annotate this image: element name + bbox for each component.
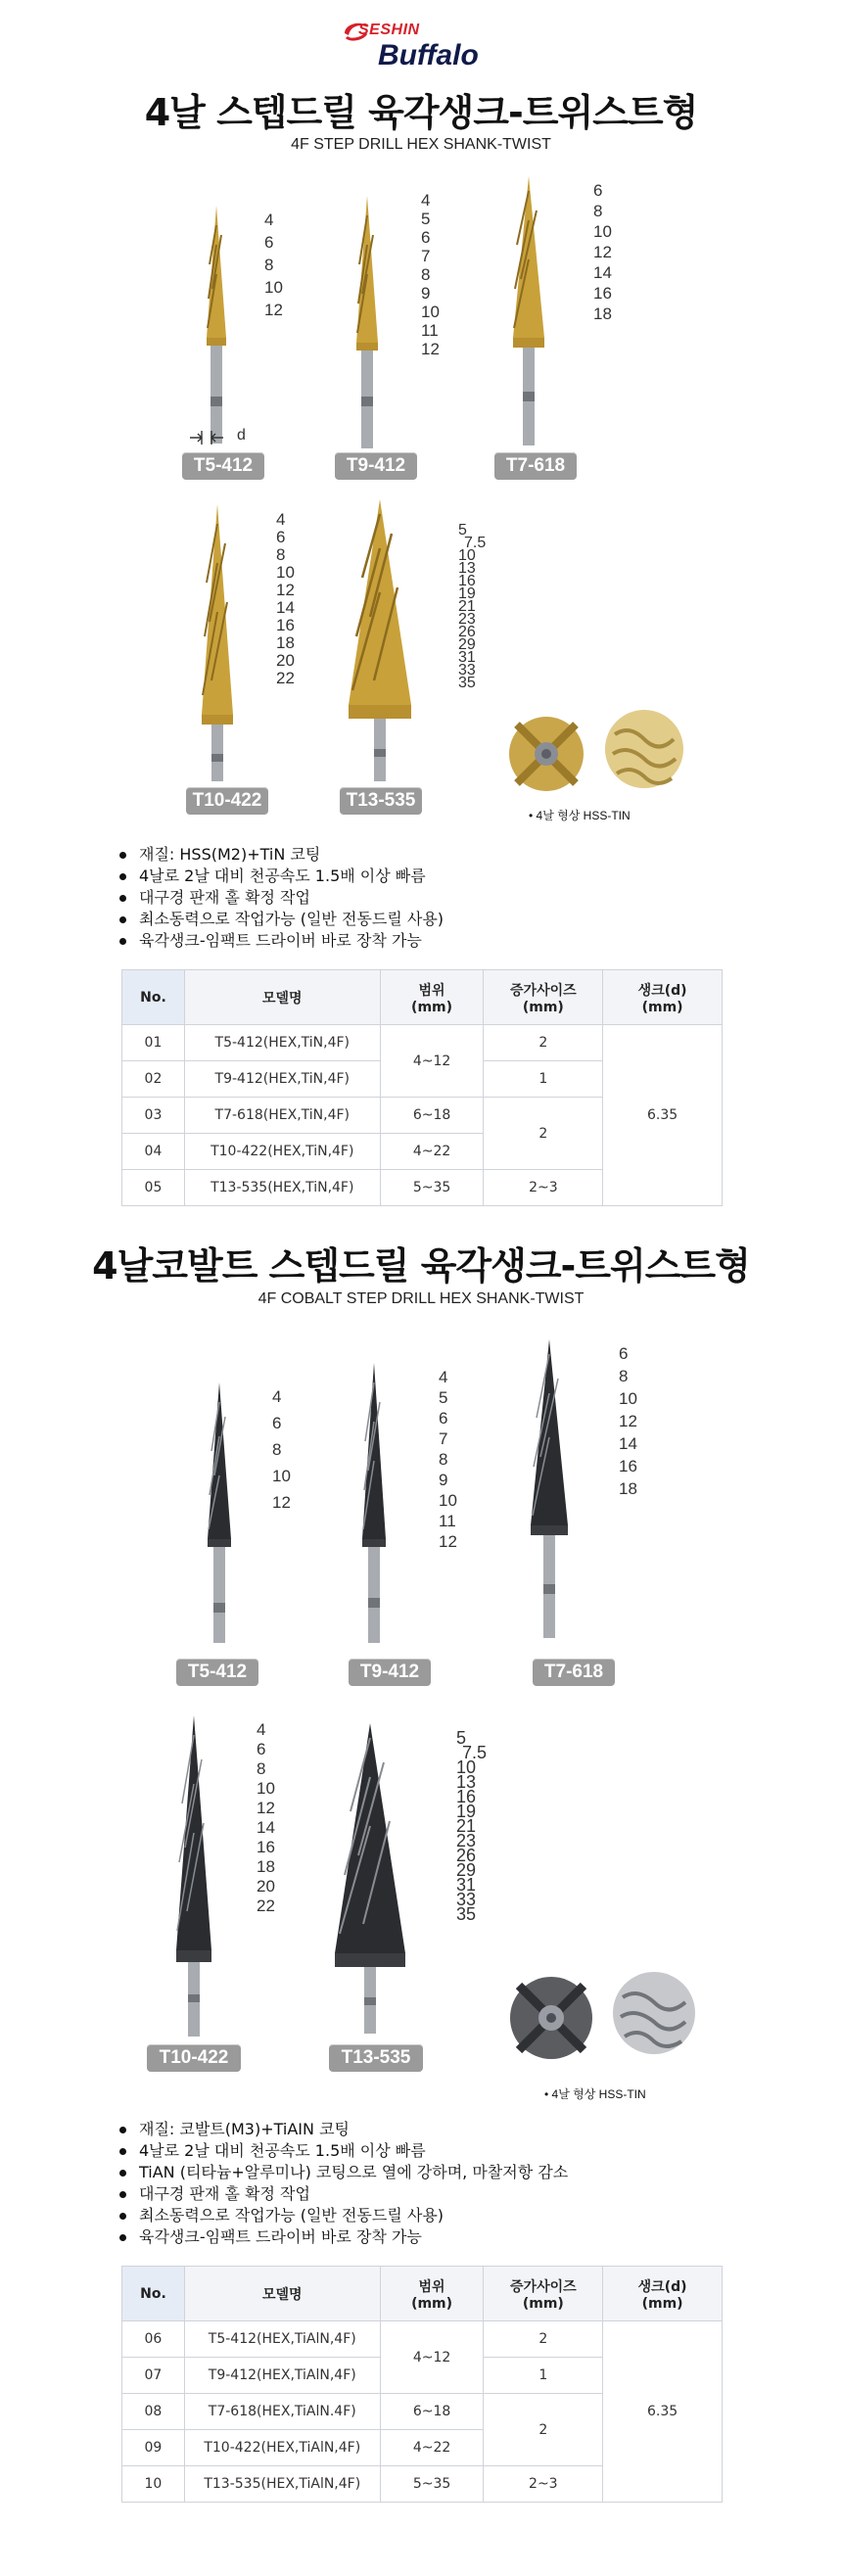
size-mark: 12 <box>593 243 612 261</box>
model-tag: T13-535 <box>329 2044 423 2072</box>
table-cell-no: 08 <box>122 2394 185 2430</box>
size-mark: 16 <box>619 1457 637 1475</box>
col-header-model: 모델명 <box>184 2267 380 2321</box>
size-mark: 23 <box>458 611 476 628</box>
size-mark: 10 <box>458 547 476 564</box>
col-header-no: No. <box>122 2267 185 2321</box>
size-mark: 5 <box>421 210 431 228</box>
size-mark: 20 <box>257 1877 275 1896</box>
col-header-step: 증가사이즈 (mm) <box>484 2267 603 2321</box>
size-mark: 29 <box>456 1860 477 1880</box>
size-mark: 5 <box>456 1728 467 1748</box>
size-mark: 12 <box>264 301 283 319</box>
size-mark: 8 <box>593 202 603 220</box>
size-mark: 6 <box>272 1414 282 1432</box>
size-mark: 19 <box>456 1802 477 1821</box>
model-tag: T10-422 <box>186 787 268 815</box>
size-mark: 23 <box>456 1831 477 1850</box>
drill-image-t10-422 <box>198 504 237 783</box>
size-mark: 8 <box>257 1759 266 1778</box>
size-mark: 4 <box>264 211 274 229</box>
size-mark: 26 <box>458 624 476 640</box>
section2-title: 4날코발트 스텝드릴 육각생크-트위스트형 <box>92 1244 750 1288</box>
table-cell-step: 2 <box>484 1098 603 1170</box>
size-mark: 14 <box>257 1818 275 1837</box>
size-mark: 35 <box>456 1904 477 1924</box>
table-cell-step: 1 <box>484 2358 603 2394</box>
model-tag: T9-412 <box>349 1659 431 1686</box>
model-tag: T10-422 <box>147 2044 241 2072</box>
size-mark: 16 <box>593 284 612 303</box>
heads-caption-cobalt: • 4날 형상 HSS-TIN <box>544 2087 646 2101</box>
size-mark: 8 <box>272 1440 282 1459</box>
size-mark: 21 <box>456 1816 477 1836</box>
size-mark: 16 <box>276 616 295 634</box>
size-mark: 8 <box>439 1450 448 1469</box>
table-cell-range: 6~18 <box>380 1098 484 1134</box>
size-mark: 22 <box>257 1897 275 1915</box>
size-mark: 5 <box>458 522 467 539</box>
col-header-shank: 생크(d) (mm) <box>603 2267 723 2321</box>
feature-item: 육각생크-임팩트 드라이버 바로 장착 가능 <box>116 930 444 952</box>
table-cell-model: T5-412(HEX,TiN,4F) <box>184 1025 380 1061</box>
spec-table-cobalt <box>121 2266 723 2503</box>
size-mark: 7.5 <box>462 1743 488 1762</box>
size-mark: 11 <box>421 321 439 340</box>
size-mark: 7.5 <box>464 535 487 551</box>
size-mark: 6 <box>619 1344 629 1363</box>
brand-top-text: SESHIN <box>358 22 420 38</box>
size-mark: 14 <box>619 1434 637 1453</box>
table-cell-no: 02 <box>122 1061 185 1098</box>
size-mark: 33 <box>458 662 476 679</box>
drill-head-views <box>497 705 713 813</box>
table-cell-shank: 6.35 <box>603 1025 723 1206</box>
table-cell-range: 6~18 <box>380 2394 484 2430</box>
drill-image-t13-535 <box>345 499 415 783</box>
size-mark: 10 <box>619 1389 637 1408</box>
col-header-range: 범위 (mm) <box>380 2267 484 2321</box>
size-mark: 10 <box>264 278 283 297</box>
size-mark: 14 <box>276 598 295 617</box>
table-cell-model: T9-412(HEX,TiN,4F) <box>184 1061 380 1098</box>
size-mark: 6 <box>421 228 431 247</box>
section1-subtitle: 4F STEP DRILL HEX SHANK-TWIST <box>291 136 551 153</box>
feature-item: 최소동력으로 작업가능 (일반 전동드릴 사용) <box>116 2205 568 2226</box>
table-cell-step: 2 <box>484 2394 603 2466</box>
drill-image-t9-412 <box>351 196 384 450</box>
feature-list-cobalt <box>116 2119 568 2248</box>
table-cell-model: T10-422(HEX,TiAlN,4F) <box>184 2430 380 2466</box>
size-mark: 12 <box>619 1412 637 1430</box>
table-cell-no: 03 <box>122 1098 185 1134</box>
feature-item: 4날로 2날 대비 천공속도 1.5배 이상 빠름 <box>116 866 444 887</box>
size-mark: 16 <box>257 1838 275 1856</box>
model-tag: T7-618 <box>494 452 577 480</box>
model-tag: T7-618 <box>533 1659 615 1686</box>
table-cell-model: T9-412(HEX,TiAlN,4F) <box>184 2358 380 2394</box>
drill-head-views-cobalt <box>497 1964 713 2072</box>
col-header-no: No. <box>122 970 185 1025</box>
table-cell-range: 4~22 <box>380 1134 484 1170</box>
table-cell-model: T13-535(HEX,TiN,4F) <box>184 1170 380 1206</box>
size-mark: 19 <box>458 585 476 602</box>
size-mark: 18 <box>593 304 612 323</box>
model-tag: T13-535 <box>340 787 422 815</box>
col-header-model: 모델명 <box>184 970 380 1025</box>
table-cell-shank: 6.35 <box>603 2321 723 2503</box>
shank-diameter-label: d <box>237 427 246 444</box>
size-mark: 4 <box>272 1387 282 1406</box>
size-mark: 18 <box>619 1479 637 1498</box>
size-mark: 4 <box>276 510 286 529</box>
col-header-shank: 생크(d) (mm) <box>603 970 723 1025</box>
table-cell-no: 05 <box>122 1170 185 1206</box>
size-mark: 20 <box>276 651 295 670</box>
table-cell-step: 2 <box>484 2321 603 2358</box>
table-cell-step: 2~3 <box>484 2466 603 2503</box>
table-cell-range: 4~12 <box>380 1025 484 1098</box>
feature-item: 4날로 2날 대비 천공속도 1.5배 이상 빠름 <box>116 2140 568 2162</box>
size-mark: 10 <box>272 1467 291 1485</box>
size-mark: 29 <box>458 636 476 653</box>
table-cell-no: 04 <box>122 1134 185 1170</box>
size-mark: 11 <box>439 1512 456 1530</box>
size-mark: 13 <box>456 1772 477 1792</box>
table-cell-no: 09 <box>122 2430 185 2466</box>
table-cell-model: T13-535(HEX,TiAlN,4F) <box>184 2466 380 2503</box>
table-cell-no: 07 <box>122 2358 185 2394</box>
size-mark: 21 <box>458 598 476 615</box>
drill-image-t7-618 <box>507 176 550 450</box>
table-cell-model: T7-618(HEX,TiN,4F) <box>184 1098 380 1134</box>
size-mark: 35 <box>458 675 476 691</box>
drill-image-t9-412-cobalt <box>356 1363 392 1647</box>
feature-item: 최소동력으로 작업가능 (일반 전동드릴 사용) <box>116 909 444 930</box>
size-mark: 22 <box>276 669 295 687</box>
feature-item: TiAN (티타늄+알루미나) 코팅으로 열에 강하며, 마찰저항 감소 <box>116 2162 568 2183</box>
table-cell-step: 2~3 <box>484 1170 603 1206</box>
feature-item: 육각생크-임팩트 드라이버 바로 장착 가능 <box>116 2226 568 2248</box>
table-cell-step: 1 <box>484 1061 603 1098</box>
table-cell-range: 4~12 <box>380 2321 484 2394</box>
size-mark: 6 <box>276 528 286 546</box>
size-mark: 12 <box>421 340 440 358</box>
size-mark: 6 <box>439 1409 448 1428</box>
size-mark: 14 <box>593 263 612 282</box>
size-mark: 5 <box>439 1388 448 1407</box>
size-mark: 10 <box>276 563 295 582</box>
col-header-step: 증가사이즈 (mm) <box>484 970 603 1025</box>
table-cell-range: 5~35 <box>380 2466 484 2503</box>
size-mark: 31 <box>458 649 476 666</box>
size-mark: 8 <box>619 1367 629 1385</box>
drill-image-t5-412 <box>200 206 233 450</box>
size-mark: 16 <box>458 573 476 589</box>
size-mark: 7 <box>421 247 431 265</box>
table-cell-model: T10-422(HEX,TiN,4F) <box>184 1134 380 1170</box>
drill-image-t10-422-cobalt <box>172 1715 215 2038</box>
feature-item: 재질: 코발트(M3)+TiAIN 코팅 <box>116 2119 568 2140</box>
size-mark: 6 <box>264 233 274 252</box>
section1-title: 4날 스텝드릴 육각생크-트위스트형 <box>144 91 698 134</box>
heads-caption: • 4날 형상 HSS-TIN <box>529 809 631 822</box>
feature-item: 대구경 판재 홀 확정 작업 <box>116 887 444 909</box>
size-mark: 10 <box>439 1491 457 1510</box>
size-mark: 18 <box>257 1857 275 1876</box>
drill-image-t13-535-cobalt <box>331 1723 409 2037</box>
model-tag: T9-412 <box>335 452 417 480</box>
size-mark: 10 <box>421 303 440 321</box>
drill-image-t7-618-cobalt <box>525 1339 574 1643</box>
size-mark: 18 <box>276 633 295 652</box>
size-mark: 4 <box>439 1368 448 1386</box>
spec-table <box>121 969 723 1206</box>
size-mark: 12 <box>257 1799 275 1817</box>
size-mark: 8 <box>264 256 274 274</box>
size-mark: 12 <box>276 581 295 599</box>
section2-subtitle: 4F COBALT STEP DRILL HEX SHANK-TWIST <box>257 1290 585 1307</box>
col-header-range: 범위 (mm) <box>380 970 484 1025</box>
table-cell-no: 01 <box>122 1025 185 1061</box>
size-mark: 10 <box>257 1779 275 1798</box>
size-mark: 7 <box>439 1429 448 1448</box>
size-mark: 10 <box>593 222 612 241</box>
size-mark: 31 <box>456 1875 477 1895</box>
size-mark: 8 <box>276 545 286 564</box>
size-mark: 4 <box>257 1720 266 1739</box>
feature-list <box>116 844 444 952</box>
brand-name: Buffalo <box>378 39 479 71</box>
table-cell-model: T7-618(HEX,TiAlN.4F) <box>184 2394 380 2430</box>
size-mark: 6 <box>257 1740 266 1758</box>
model-tag: T5-412 <box>182 452 264 480</box>
feature-item: 대구경 판재 홀 확정 작업 <box>116 2183 568 2205</box>
drill-image-t5-412-cobalt <box>202 1382 237 1647</box>
size-mark: 12 <box>439 1532 457 1551</box>
table-cell-no: 06 <box>122 2321 185 2358</box>
table-cell-no: 10 <box>122 2466 185 2503</box>
model-tag: T5-412 <box>176 1659 258 1686</box>
size-mark: 9 <box>439 1471 448 1489</box>
size-mark: 4 <box>421 191 431 210</box>
size-mark: 26 <box>456 1846 477 1865</box>
table-cell-range: 4~22 <box>380 2430 484 2466</box>
table-cell-model: T5-412(HEX,TiAlN,4F) <box>184 2321 380 2358</box>
size-mark: 6 <box>593 181 603 200</box>
size-mark: 9 <box>421 284 431 303</box>
size-mark: 8 <box>421 265 431 284</box>
table-cell-step: 2 <box>484 1025 603 1061</box>
size-mark: 33 <box>456 1890 477 1909</box>
feature-item: 재질: HSS(M2)+TiN 코팅 <box>116 844 444 866</box>
brand-logo <box>333 18 509 72</box>
size-mark: 10 <box>456 1757 477 1777</box>
size-mark: 12 <box>272 1493 291 1512</box>
size-mark: 16 <box>456 1787 477 1806</box>
table-cell-range: 5~35 <box>380 1170 484 1206</box>
size-mark: 13 <box>458 560 476 577</box>
